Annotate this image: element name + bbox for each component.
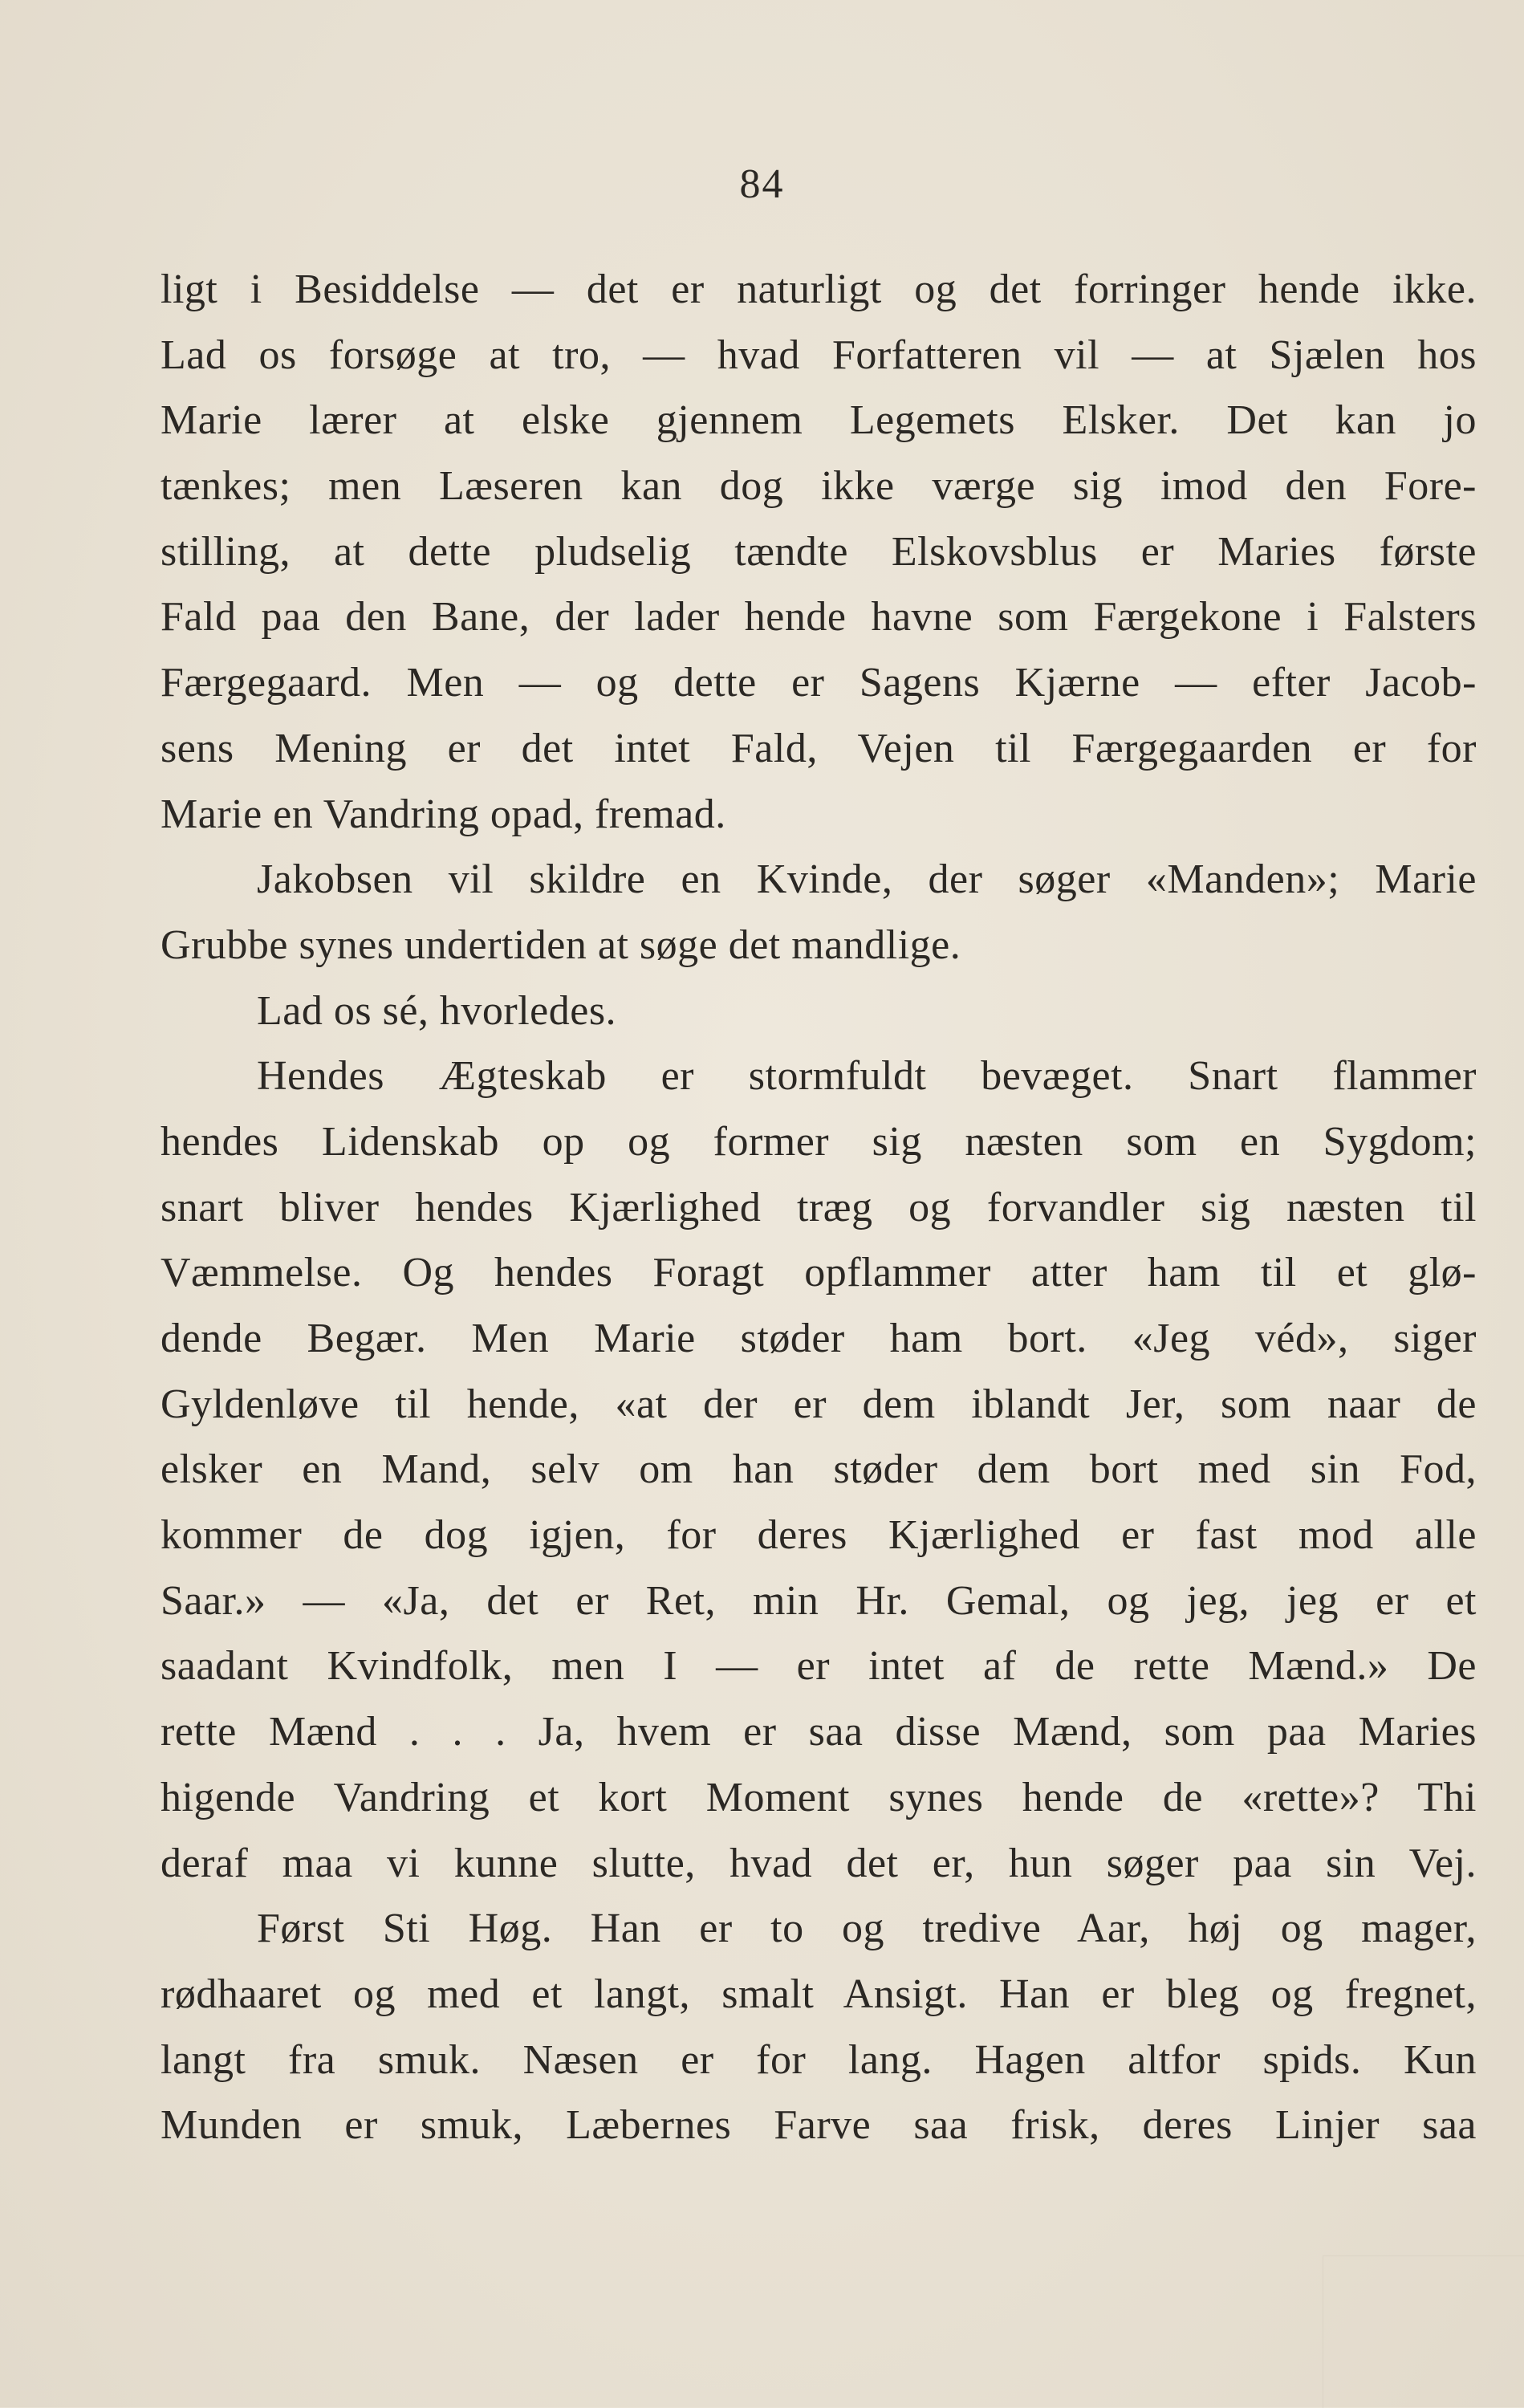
text-line: Munden er smuk, Læbernes Farve saa frisk, deres Linjer saa: [161, 2102, 1477, 2149]
text-line: Lad os sé, hvorledes.: [257, 987, 617, 1034]
text-line: higende Vandring et kort Moment synes hende de «rette»? Thi: [161, 1774, 1477, 1820]
body-text: [161, 257, 1477, 2158]
text-line: Saar.» — «Ja, det er Ret, min Hr. Gemal, og jeg, jeg er et: [161, 1577, 1477, 1624]
text-line: Væmmelse. Og hendes Foragt opflammer atter ham til et glø-: [161, 1250, 1477, 1296]
text-line: stilling, at dette pludselig tændte Elskovsblus er Maries første: [161, 528, 1477, 575]
text-line: dende Begær. Men Marie støder ham bort. «Jeg véd», siger: [161, 1316, 1477, 1361]
text-line: elsker en Mand, selv om han støder dem bort med sin Fod,: [161, 1446, 1477, 1493]
text-line: Færgegaard. Men — og dette er Sagens Kjærne — efter Jacob-: [161, 660, 1477, 706]
text-line: deraf maa vi kunne slutte, hvad det er, hun søger paa sin Vej.: [161, 1840, 1477, 1886]
text-line: Marie lærer at elske gjennem Legemets Elsker. Det kan jo: [161, 397, 1477, 444]
page-number: 84: [739, 161, 785, 207]
text-line: rødhaaret og med et langt, smalt Ansigt. Han er bleg og fregnet,: [161, 1971, 1477, 2017]
text-line: sens Mening er det intet Fald, Vejen til Færgegaarden er for: [161, 725, 1477, 771]
text-line: Marie en Vandring opad, fremad.: [161, 791, 726, 837]
text-line: Hendes Ægteskab er stormfuldt bevæget. Snart flammer: [257, 1053, 1477, 1100]
text-line: hendes Lidenskab op og former sig næsten som en Sygdom;: [161, 1118, 1477, 1165]
text-line: Først Sti Høg. Han er to og tredive Aar, høj og mager,: [257, 1906, 1477, 1952]
text-line: kommer de dog igjen, for deres Kjærlighed er fast mod alle: [161, 1512, 1477, 1559]
text-line: Jakobsen vil skildre en Kvinde, der søger «Manden»; Marie: [257, 856, 1477, 903]
text-line: Grubbe synes undertiden at søge det mandlige.: [161, 921, 961, 968]
text-line: ligt i Besiddelse — det er naturligt og det forringer hende ikke.: [161, 266, 1477, 312]
text-line: Fald paa den Bane, der lader hende havne som Færgekone i Falsters: [161, 594, 1477, 641]
text-line: snart bliver hendes Kjærlighed træg og forvandler sig næsten til: [161, 1184, 1477, 1230]
text-line: Lad os forsøge at tro, — hvad Forfatteren vil — at Sjælen hos: [161, 332, 1477, 378]
text-line: langt fra smuk. Næsen er for lang. Hagen altfor spids. Kun: [161, 2036, 1477, 2083]
text-line: tænkes; men Læseren kan dog ikke værge sig imod den Fore-: [161, 463, 1477, 510]
text-line: rette Mænd . . . Ja, hvem er saa disse Mænd, som paa Maries: [161, 1709, 1477, 1755]
text-line: saadant Kvindfolk, men I — er intet af de rette Mænd.» De: [161, 1643, 1477, 1690]
text-line: Gyldenløve til hende, «at der er dem iblandt Jer, som naar de: [161, 1381, 1477, 1427]
page-edge-mark: [1323, 2255, 1524, 2408]
